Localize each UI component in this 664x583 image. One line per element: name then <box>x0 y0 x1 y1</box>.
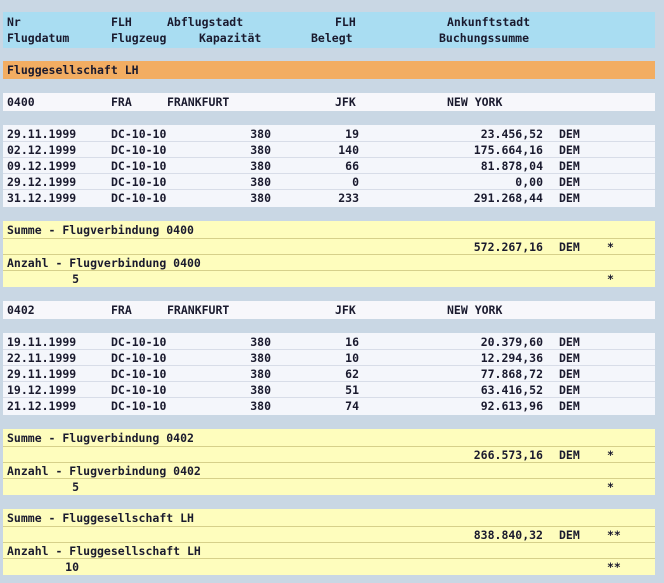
flight-occupied: 233 <box>338 191 359 205</box>
flight-capacity: 380 <box>250 399 271 413</box>
header-kapazitaet: Kapazität <box>199 31 262 45</box>
flight-plane: DC-10-10 <box>111 143 167 157</box>
subtotal-sum-mark: * <box>607 448 614 462</box>
subtotal-sum-value: 266.573,16 <box>473 448 543 462</box>
subtotal-sum-value: 572.267,16 <box>473 240 543 254</box>
flight-amount: 77.868,72 <box>480 367 543 381</box>
connection-subtotal <box>3 429 655 495</box>
flight-currency: DEM <box>559 367 580 381</box>
connection-from-city: FRANKFURT <box>167 95 230 109</box>
subtotal-count-label: Anzahl - Flugverbindung 0400 <box>7 256 201 270</box>
connection-from-city: FRANKFURT <box>167 303 230 317</box>
header-ankunftstadt: Ankunftstadt <box>447 15 531 29</box>
header-abflugstadt: Abflugstadt <box>167 15 244 29</box>
flight-date: 02.12.1999 <box>7 143 77 157</box>
airline-group-header[interactable] <box>3 61 655 79</box>
flight-occupied: 66 <box>345 159 359 173</box>
flight-amount: 92.613,96 <box>480 399 543 413</box>
flight-plane: DC-10-10 <box>111 351 167 365</box>
flight-date: 29.11.1999 <box>7 127 77 141</box>
airline-label: Fluggesellschaft LH <box>7 63 139 77</box>
flight-plane: DC-10-10 <box>111 367 167 381</box>
header-nr: Nr <box>7 15 21 29</box>
flight-amount: 20.379,60 <box>480 335 543 349</box>
flight-row[interactable] <box>3 349 655 366</box>
flight-amount: 291.268,44 <box>473 191 543 205</box>
flight-amount: 0,00 <box>515 175 543 189</box>
flight-occupied: 74 <box>345 399 359 413</box>
flight-currency: DEM <box>559 159 580 173</box>
flight-row[interactable] <box>3 397 655 414</box>
flight-amount: 12.294,36 <box>480 351 543 365</box>
flight-plane: DC-10-10 <box>111 383 167 397</box>
flight-date: 29.11.1999 <box>7 367 77 381</box>
total-sum-mark: ** <box>607 528 621 542</box>
flight-row[interactable] <box>3 334 655 350</box>
flight-currency: DEM <box>559 399 580 413</box>
flight-occupied: 51 <box>345 383 359 397</box>
flight-date: 09.12.1999 <box>7 159 77 173</box>
flight-list <box>3 125 655 207</box>
flight-amount: 81.878,04 <box>480 159 543 173</box>
flight-date: 19.12.1999 <box>7 383 77 397</box>
total-count-mark: ** <box>607 560 621 574</box>
connection-from-code: FRA <box>111 95 132 109</box>
flight-row[interactable] <box>3 365 655 382</box>
total-sum-value: 838.840,32 <box>473 528 543 542</box>
subtotal-sum-mark: * <box>607 240 614 254</box>
connection-to-city: NEW YORK <box>447 303 503 317</box>
flight-date: 21.12.1999 <box>7 399 77 413</box>
flight-occupied: 0 <box>352 175 359 189</box>
subtotal-sum-label: Summe - Flugverbindung 0402 <box>7 431 194 445</box>
connection-to-city: NEW YORK <box>447 95 503 109</box>
header-flugzeug: Flugzeug <box>111 31 167 45</box>
flight-currency: DEM <box>559 127 580 141</box>
flight-capacity: 380 <box>250 367 271 381</box>
total-sum-currency: DEM <box>559 528 580 542</box>
flight-row[interactable] <box>3 157 655 174</box>
connection-header[interactable] <box>3 93 655 111</box>
flight-plane: DC-10-10 <box>111 127 167 141</box>
airline-total <box>3 509 655 575</box>
flight-currency: DEM <box>559 351 580 365</box>
flight-amount: 175.664,16 <box>473 143 543 157</box>
subtotal-count-value: 5 <box>72 480 79 494</box>
flight-occupied: 19 <box>345 127 359 141</box>
flight-capacity: 380 <box>250 335 271 349</box>
connection-to-code: JFK <box>335 303 356 317</box>
flight-row[interactable] <box>3 381 655 398</box>
flight-occupied: 10 <box>345 351 359 365</box>
flight-amount: 23.456,52 <box>480 127 543 141</box>
flight-capacity: 380 <box>250 159 271 173</box>
flight-plane: DC-10-10 <box>111 191 167 205</box>
flight-capacity: 380 <box>250 175 271 189</box>
connection-nr: 0402 <box>7 303 35 317</box>
total-sum-label: Summe - Fluggesellschaft LH <box>7 511 194 525</box>
flight-capacity: 380 <box>250 351 271 365</box>
flight-row[interactable] <box>3 141 655 158</box>
flight-plane: DC-10-10 <box>111 335 167 349</box>
subtotal-count-value: 5 <box>72 272 79 286</box>
flight-plane: DC-10-10 <box>111 399 167 413</box>
flight-currency: DEM <box>559 175 580 189</box>
connection-header[interactable] <box>3 301 655 319</box>
flight-date: 31.12.1999 <box>7 191 77 205</box>
subtotal-sum-currency: DEM <box>559 448 580 462</box>
header-buchungssumme: Buchungssumme <box>439 31 530 45</box>
flight-currency: DEM <box>559 143 580 157</box>
header-flh: FLH <box>111 15 132 29</box>
connection-from-code: FRA <box>111 303 132 317</box>
subtotal-sum-label: Summe - Flugverbindung 0400 <box>7 223 194 237</box>
flight-occupied: 16 <box>345 335 359 349</box>
flight-capacity: 380 <box>250 143 271 157</box>
flight-capacity: 380 <box>250 191 271 205</box>
flight-plane: DC-10-10 <box>111 175 167 189</box>
flight-plane: DC-10-10 <box>111 159 167 173</box>
flight-date: 22.11.1999 <box>7 351 77 365</box>
header-belegt: Belegt <box>311 31 353 45</box>
connection-subtotal <box>3 221 655 287</box>
subtotal-sum-currency: DEM <box>559 240 580 254</box>
flight-list <box>3 333 655 415</box>
connection-nr: 0400 <box>7 95 35 109</box>
flight-capacity: 380 <box>250 127 271 141</box>
header-flh-to: FLH <box>335 15 356 29</box>
flight-date: 29.12.1999 <box>7 175 77 189</box>
flight-currency: DEM <box>559 383 580 397</box>
flight-currency: DEM <box>559 191 580 205</box>
column-header <box>3 12 655 48</box>
subtotal-count-mark: * <box>607 272 614 286</box>
total-count-value: 10 <box>65 560 79 574</box>
flight-row[interactable] <box>3 126 655 142</box>
flight-row[interactable] <box>3 189 655 206</box>
subtotal-count-mark: * <box>607 480 614 494</box>
subtotal-count-label: Anzahl - Flugverbindung 0402 <box>7 464 201 478</box>
flight-amount: 63.416,52 <box>480 383 543 397</box>
connection-to-code: JFK <box>335 95 356 109</box>
header-flugdatum: Flugdatum <box>7 31 70 45</box>
flight-date: 19.11.1999 <box>7 335 77 349</box>
total-count-label: Anzahl - Fluggesellschaft LH <box>7 544 201 558</box>
flight-row[interactable] <box>3 173 655 190</box>
flight-occupied: 62 <box>345 367 359 381</box>
flight-occupied: 140 <box>338 143 359 157</box>
flight-currency: DEM <box>559 335 580 349</box>
flight-capacity: 380 <box>250 383 271 397</box>
